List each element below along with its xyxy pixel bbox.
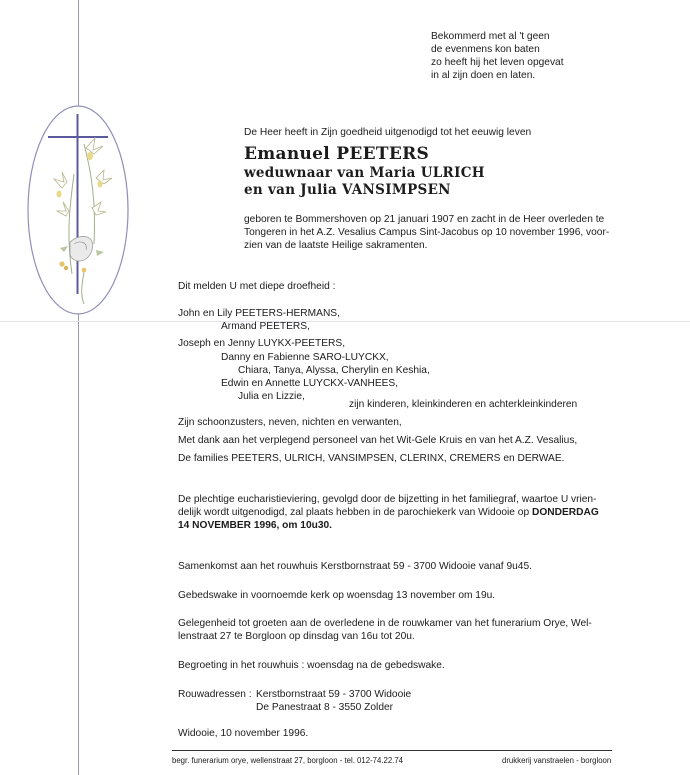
farewell-line: Gelegenheid tot groeten aan de overledene in de rouwkamer van het funerarium Orye, Wel- bbox=[178, 618, 592, 629]
spouse-line: en van Julia VANSIMPSEN bbox=[244, 182, 451, 198]
poem-line: in al zijn doen en laten. bbox=[431, 70, 536, 81]
fold-line bbox=[0, 321, 690, 322]
families-line: De families PEETERS, ULRICH, VANSIMPSEN, CLERINX, CREMERS en DERWAE. bbox=[178, 453, 565, 464]
widower-line: weduwnaar van Maria ULRICH bbox=[244, 165, 485, 181]
ceremony-line bbox=[178, 506, 599, 520]
farewell-line: lenstraat 27 te Borgloon op dinsdag van 16u tot 20u. bbox=[178, 631, 415, 642]
family-line: Chiara, Tanya, Alyssa, Cherylin en Keshia, bbox=[238, 365, 430, 376]
footer-funeral-home: begr. funerarium orye, wellenstraat 27, borgloon - tel. 012-74.22.74 bbox=[172, 756, 404, 765]
greeting-line: Begroeting in het rouwhuis : woensdag na de gebedswake. bbox=[178, 660, 445, 671]
family-line: John en Lily PEETERS-HERMANS, bbox=[178, 308, 340, 319]
place-date: Widooie, 10 november 1996. bbox=[178, 728, 309, 739]
bio-line: geboren te Bommershoven op 21 januari 1907 en zacht in de Heer overleden te bbox=[244, 214, 605, 225]
addresses-label: Rouwadressen : bbox=[178, 689, 252, 700]
family-line: Julia en Lizzie, bbox=[238, 391, 305, 402]
ceremony-line: De plechtige eucharistieviering, gevolgd door de bijzetting in het familiegraf, waartoe U vrien- bbox=[178, 494, 597, 505]
footer-printer: drukkerij vanstraelen - borgloon bbox=[502, 756, 612, 765]
ceremony-text: delijk wordt uitgenodigd, zal plaats hebben in de parochiekerk van Widooie op bbox=[178, 507, 532, 518]
address-first: Kerstbornstraat 59 - 3700 Widooie bbox=[256, 689, 412, 700]
bio-line: Tongeren in het A.Z. Vesalius Campus Sint-Jacobus op 10 november 1996, voor- bbox=[244, 227, 610, 238]
announcement: Dit melden U met diepe droefheid : bbox=[178, 281, 336, 292]
family-line: Armand PEETERS, bbox=[221, 321, 310, 332]
thanks-line: Met dank aan het verplegend personeel van het Wit-Gele Kruis en van het A.Z. Vesalius, bbox=[178, 435, 578, 446]
relatives-line: Zijn schoonzusters, neven, nichten en verwanten, bbox=[178, 417, 402, 428]
invitation-line: De Heer heeft in Zijn goedheid uitgenodigd tot het eeuwig leven bbox=[244, 127, 532, 138]
family-line: Danny en Fabienne SARO-LUYCKX, bbox=[221, 352, 389, 363]
meeting-line: Samenkomst aan het rouwhuis Kerstbornstraat 59 - 3700 Widooie vanaf 9u45. bbox=[178, 561, 532, 572]
ceremony-date: 14 NOVEMBER 1996, om 10u30. bbox=[178, 520, 333, 531]
cross-lily-medallion-icon bbox=[26, 104, 130, 316]
deceased-name: Emanuel PEETERS bbox=[244, 144, 430, 164]
footer-rule bbox=[172, 750, 612, 751]
poem-line: Bekommerd met al 't geen bbox=[431, 31, 550, 42]
poem-line: zo heeft hij het leven opgevat bbox=[431, 57, 564, 68]
family-relation-note: zijn kinderen, kleinkinderen en achterkleinkinderen bbox=[349, 399, 578, 410]
ceremony-day: DONDERDAG bbox=[531, 507, 599, 518]
poem-line: de evenmens kon baten bbox=[431, 44, 540, 55]
address-second: De Panestraat 8 - 3550 Zolder bbox=[256, 702, 394, 713]
family-line: Edwin en Annette LUYCKX-VANHEES, bbox=[221, 378, 399, 389]
family-line: Joseph en Jenny LUYKX-PEETERS, bbox=[178, 338, 346, 349]
wake-line: Gebedswake in voornoemde kerk op woensdag 13 november om 19u. bbox=[178, 590, 496, 601]
bio-line: zien van de laatste Heilige sakramenten. bbox=[244, 240, 428, 251]
